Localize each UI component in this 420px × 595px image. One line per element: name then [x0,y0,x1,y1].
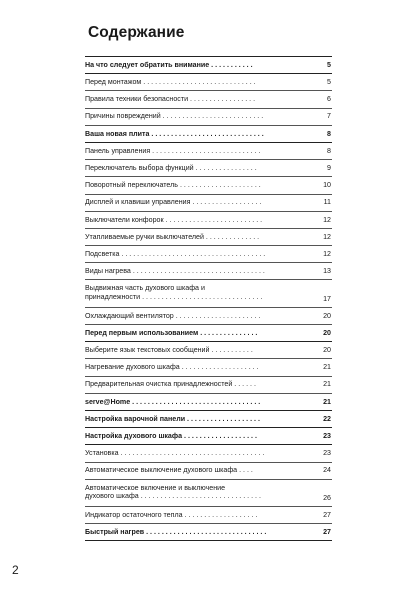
toc-entry[interactable] [85,74,332,91]
toc-entry-page: 5 [327,78,331,87]
toc-entry-label: Панель управления . . . . . . . . . . . . . . . . . . . . . . . . . . . . [85,146,261,155]
toc-entry-label: Охлаждающий вентилятор . . . . . . . . . . . . . . . . . . . . . . [85,311,261,320]
toc-entry-label: Дисплей и клавиши управления . . . . . . . . . . . . . . . . . . [85,198,262,207]
toc-entry-label: Утапливаемые ручки выключателей . . . . . . . . . . . . . . [85,232,260,241]
toc-entry-label: Перед монтажом . . . . . . . . . . . . . . . . . . . . . . . . . . . . . [85,78,256,87]
toc-entry-label: Выдвижная часть духового шкафа и принадлежности . . . . . . . . . . . . . . . . . . . . . . . . . . . . . . . [85,284,263,301]
toc-entry[interactable] [85,177,332,194]
toc-entry-label: Правила техники безопасности . . . . . . . . . . . . . . . . . [85,95,256,104]
toc-entry[interactable] [85,212,332,229]
toc-entry-page: 8 [327,129,331,138]
toc-entry-page: 8 [327,146,331,155]
toc-entry[interactable] [85,57,332,74]
toc-entry-label: serve@Home . . . . . . . . . . . . . . . . . . . . . . . . . . . . . . . . . [85,397,261,406]
toc-entry-label: Быстрый нагрев . . . . . . . . . . . . . . . . . . . . . . . . . . . . . . . [85,528,267,537]
toc-entry-label: Установка . . . . . . . . . . . . . . . . . . . . . . . . . . . . . . . . . . . . . [85,449,265,458]
toc-entry-page: 13 [323,267,331,276]
toc-entry-page: 12 [323,249,331,258]
toc-entry-label: Ваша новая плита . . . . . . . . . . . . . . . . . . . . . . . . . . . . . [85,129,264,138]
toc-entry-page: 22 [323,414,331,423]
toc-entry-page: 27 [323,528,331,537]
toc-entry[interactable] [85,280,332,307]
toc-entry[interactable] [85,394,332,411]
toc-entry-label: Переключатель выбора функций . . . . . . . . . . . . . . . . [85,164,257,173]
toc-entry[interactable] [85,229,332,246]
toc-entry-page: 26 [323,493,331,502]
toc-entry-label: Перед первым использованием . . . . . . . . . . . . . . . [85,328,258,337]
page-number: 2 [12,563,19,577]
toc-entry-page: 12 [323,215,331,224]
toc-entry[interactable] [85,263,332,280]
toc-entry[interactable] [85,325,332,342]
toc-entry-page: 21 [323,380,331,389]
toc-entry-label: Автоматическое включение и выключение духового шкафа . . . . . . . . . . . . . . . . . . . . . . . . . . . . . . . [85,483,261,500]
toc-entry-label: Нагревание духового шкафа . . . . . . . . . . . . . . . . . . . . [85,363,259,372]
toc-entry-page: 21 [323,363,331,372]
toc-entry-label: Выберите язык текстовых сообщений . . . . . . . . . . . [85,346,253,355]
toc-entry-page: 24 [323,466,331,475]
toc-entry[interactable] [85,246,332,263]
toc-entry[interactable] [85,445,332,462]
toc-entry[interactable] [85,342,332,359]
toc-entry-page: 7 [327,112,331,121]
toc-entry-page: 23 [323,449,331,458]
toc-entry[interactable] [85,359,332,376]
toc-entry[interactable] [85,507,332,524]
toc-entry-page: 20 [323,311,331,320]
toc-entry-page: 9 [327,164,331,173]
toc-entry[interactable] [85,308,332,325]
toc-entry[interactable] [85,428,332,445]
table-of-contents [85,56,332,541]
toc-entry-page: 11 [323,198,331,207]
toc-entry-page: 23 [323,432,331,441]
toc-entry-page: 6 [327,95,331,104]
toc-entry[interactable] [85,195,332,212]
toc-entry[interactable] [85,143,332,160]
toc-entry[interactable] [85,463,332,480]
toc-entry-label: Виды нагрева . . . . . . . . . . . . . . . . . . . . . . . . . . . . . . . . . . [85,267,265,276]
toc-entry[interactable] [85,411,332,428]
toc-entry-page: 20 [323,328,331,337]
toc-entry-page: 5 [327,60,331,69]
toc-entry-page: 17 [323,294,331,303]
toc-entry[interactable] [85,91,332,108]
toc-entry-label: Предварительная очистка принадлежностей . . . . . . [85,380,256,389]
toc-entry-label: Настройка духового шкафа . . . . . . . . . . . . . . . . . . . [85,432,257,441]
toc-entry-page: 27 [323,510,331,519]
toc-entry[interactable] [85,377,332,394]
toc-entry[interactable] [85,524,332,541]
toc-entry[interactable] [85,480,332,507]
toc-entry-page: 21 [323,397,331,406]
toc-entry-page: 10 [323,181,331,190]
toc-entry-label: На что следует обратить внимание . . . . . . . . . . . [85,60,253,69]
toc-entry[interactable] [85,109,332,126]
toc-entry-label: Автоматическое выключение духового шкафа . . . . [85,466,253,475]
toc-entry-page: 12 [323,232,331,241]
toc-entry-label: Настройка варочной панели . . . . . . . . . . . . . . . . . . . [85,414,260,423]
toc-entry-label: Поворотный переключатель . . . . . . . . . . . . . . . . . . . . . [85,181,261,190]
toc-entry-page: 20 [323,346,331,355]
page-title: Содержание [88,24,185,41]
toc-entry-label: Подсветка . . . . . . . . . . . . . . . . . . . . . . . . . . . . . . . . . . . . . [85,249,266,258]
toc-entry[interactable] [85,126,332,143]
toc-entry-label: Выключатели конфорок . . . . . . . . . . . . . . . . . . . . . . . . . [85,215,263,224]
toc-entry-label: Индикатор остаточного тепла . . . . . . . . . . . . . . . . . . . [85,510,258,519]
toc-entry-label: Причины повреждений . . . . . . . . . . . . . . . . . . . . . . . . . . [85,112,264,121]
toc-entry[interactable] [85,160,332,177]
